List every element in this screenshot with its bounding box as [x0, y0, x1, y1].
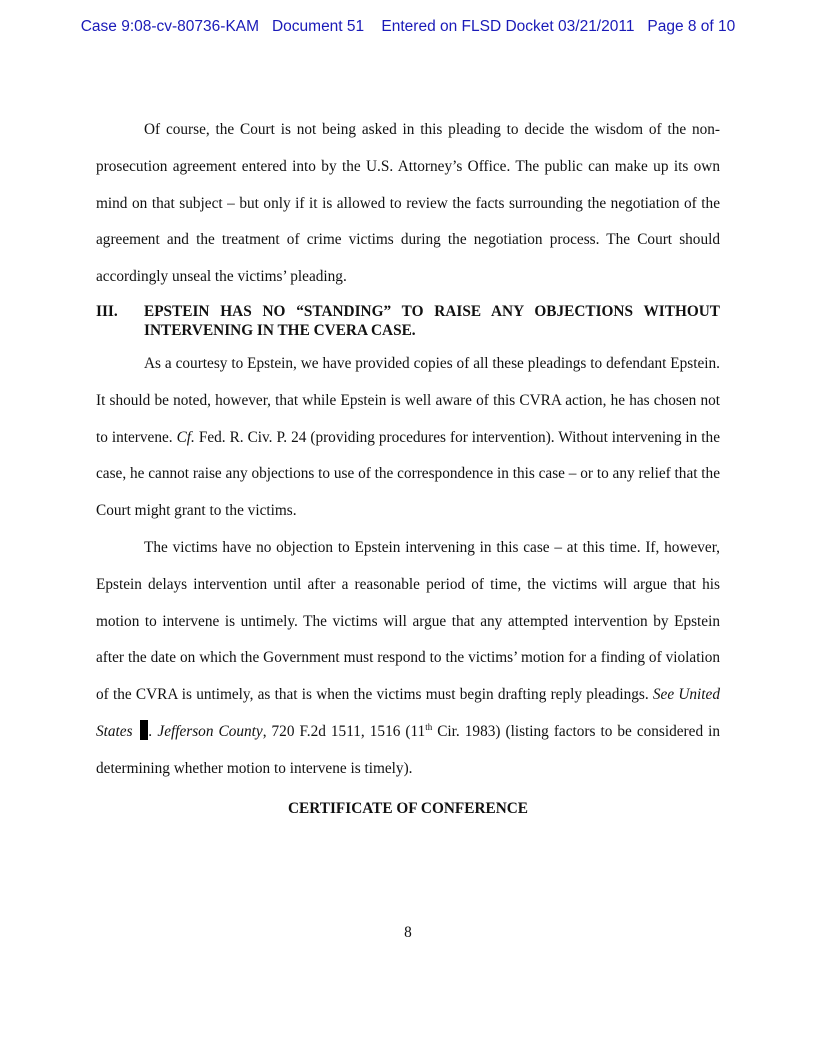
section-heading: [96, 302, 720, 340]
paragraph-standing: [96, 346, 720, 530]
citation-signal-cf: Cf.: [176, 428, 195, 446]
section-title: EPSTEIN HAS NO “STANDING” TO RAISE ANY OBJECTIONS WITHOUT INTERVENING IN THE CVERA CASE.: [144, 302, 720, 339]
docket-entry: Entered on FLSD Docket 03/21/2011: [381, 18, 635, 35]
case-number: Case 9:08-cv-80736-KAM: [80, 18, 260, 35]
paragraph-timeliness-text-a: The victims have no objection to Epstein intervening in this case – at this time. If, however, Epstein delays intervention until after a reasonable period of time, the victims will argue that his motion to intervene is untimely. The victims will argue that any attempted intervention by Epstein after the date on which the Government must respond to the victims’ motion for a finding of violation of the CVRA is untimely, as that is when the victims must begin drafting reply pleadings.: [96, 538, 720, 704]
paragraph-unseal: Of course, the Court is not being asked in this pleading to decide the wisdom of the non-prosecution agreement entered into by the U.S. Attorney’s Office. The public can make up its own mind on that subject – but only if it is allowed to review the facts surrounding the negotiation of the agreement and the treatment of crime victims during the negotiation process. The Court should accordingly unseal the victims’ pleading.: [96, 121, 720, 286]
paragraph-timeliness: [96, 530, 720, 788]
paragraph-standing-text-a: As a courtesy to Epstein, we have provided copies of all these pleadings to defendant Epstein. It should be noted, however, that while Epstein is well aware of this CVRA action, he has chosen not to intervene.: [96, 354, 720, 446]
case-citation-part-a: See United States: [96, 686, 720, 740]
certificate-heading: CERTIFICATE OF CONFERENCE: [288, 799, 528, 817]
page-indicator: Page 8 of 10: [647, 18, 736, 35]
redaction-mark: [140, 720, 148, 740]
ordinal-superscript: th: [425, 721, 433, 732]
document-number: Document 51: [271, 18, 365, 35]
paragraph-timeliness-text-b: , 720 F.2d 1511, 1516 (11: [262, 722, 426, 740]
case-citation-part-b: . Jefferson County: [148, 722, 263, 740]
docket-header: [0, 18, 816, 36]
paragraph-timeliness-text-c: Cir. 1983) (listing factors to be considered in determining whether motion to intervene is timely).: [96, 722, 721, 777]
page-number: 8: [404, 924, 412, 941]
paragraph-standing-text-b: Fed. R. Civ. P. 24 (providing procedures for intervention). Without intervening in the case, he cannot raise any objections to use of the correspondence in this case – or to any relief that the Court might grant to the victims.: [96, 428, 720, 520]
section-number: III.: [96, 302, 118, 320]
document-body: [96, 112, 720, 818]
